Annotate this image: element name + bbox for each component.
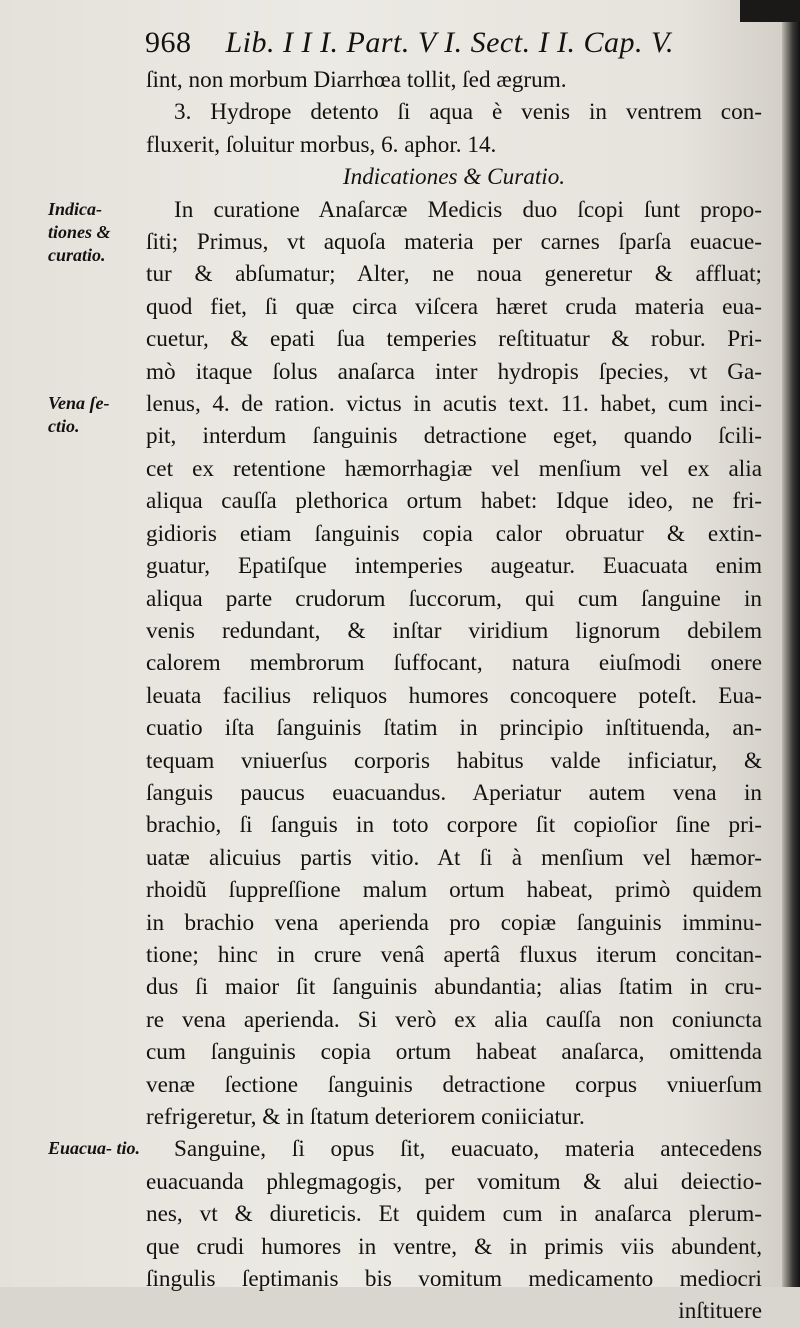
- text-line: ſint, non morbum Diarrhœa tollit, ſed ægrum.: [146, 67, 567, 93]
- margin-note: Indica- tiones & curatio.: [48, 198, 111, 265]
- text-line: Sanguine, ſi opus ſit, euacuato, materia antecedens: [174, 1136, 762, 1163]
- text-line: tur & abſumatur; Alter, ne noua generetur & affluat;: [146, 261, 762, 288]
- margin-note: Vena ſe- ctio.: [48, 393, 110, 436]
- page-edge-shadow: [782, 0, 800, 1287]
- text-line: pit, interdum ſanguinis detractione eget, quando ſcili-: [146, 423, 762, 450]
- text-line: venis redundant, & inſtar viridium lignorum debilem: [146, 617, 762, 644]
- text-line: fluxerit, ſoluitur morbus, 6. aphor. 14.: [146, 131, 497, 158]
- text-line: in brachio vena aperienda pro copiæ ſanguinis imminu-: [146, 909, 762, 936]
- text-line: calorem membrorum ſuffocant, natura eiuſmodi onere: [146, 650, 762, 677]
- scan-corner: [740, 0, 800, 22]
- text-line: cuetur, & epati ſua temperies reſtituatur & robur. Pri-: [146, 326, 762, 353]
- text-line: ſiti; Primus, vt aquoſa materia per carnes ſparſa euacue-: [146, 229, 762, 256]
- text-line: que crudi humores in ventre, & in primis viis abundent,: [146, 1233, 762, 1260]
- text-line: euacuanda phlegmagogis, per vomitum & alui deiectio-: [146, 1168, 762, 1195]
- margin-note: Euacua- tio.: [48, 1138, 141, 1159]
- text-line: In curatione Anaſarcæ Medicis duo ſcopi ſunt propo-: [174, 196, 762, 223]
- text-line: aliqua cauſſa plethorica ortum habet: Idque ideo, ne fri-: [146, 488, 762, 515]
- text-line: tione; hinc in crure venâ apertâ fluxus iterum concitan-: [146, 941, 762, 968]
- text-line: Indicationes & Curatio.: [342, 164, 566, 191]
- text-line: ſingulis ſeptimanis bis vomitum medicamento mediocri: [146, 1266, 762, 1293]
- body-text: [146, 64, 762, 1328]
- text-line: guatur, Epatiſque intemperies augeatur. Euacuata enim: [146, 553, 762, 580]
- text-line: brachio, ſi ſanguis in toto corpore ſit copioſior ſine pri-: [146, 812, 762, 839]
- text-line: aliqua parte crudorum ſuccorum, qui cum ſanguine in: [146, 585, 762, 612]
- text-line: rhoidũ ſuppreſſione malum ortum habeat, primò quidem: [146, 877, 762, 904]
- text-line: cet ex retentione hæmorrhagiæ vel menſium vel ex alia: [146, 455, 762, 482]
- text-line: gidioris etiam ſanguinis copia calor obruatur & extin-: [146, 520, 762, 547]
- text-line: leuata facilius reliquos humores concoquere poteſt. Eua-: [146, 682, 762, 709]
- text-line: inſtituere: [678, 1298, 762, 1325]
- text-line: tequam vniuerſus corporis habitus valde inficiatur, &: [146, 747, 762, 774]
- text-line: ſanguis paucus euacuandus. Aperiatur autem vena in: [146, 779, 762, 806]
- text-line: cum ſanguinis copia ortum habeat anaſarca, omittenda: [146, 1039, 762, 1066]
- text-line: cuatio iſta ſanguinis ſtatim in principio inſtituenda, an-: [146, 715, 762, 742]
- text-line: lenus, 4. de ration. victus in acutis text. 11. habet, cum inci-: [146, 391, 762, 418]
- text-line: quod fiet, ſi quæ circa viſcera hæret cruda materia eua-: [146, 293, 762, 320]
- text-line: re vena aperienda. Si verò ex alia cauſſa non coniuncta: [146, 1006, 762, 1033]
- text-line: venæ ſectione ſanguinis detractione corpus vniuerſum: [146, 1071, 762, 1098]
- text-line: nes, vt & diureticis. Et quidem cum in anaſarca plerum-: [146, 1201, 762, 1228]
- running-header: [145, 26, 765, 60]
- text-line: uatæ alicuius partis vitio. At ſi à menſium vel hæmor-: [146, 844, 762, 871]
- text-line: mò itaque ſolus anaſarca inter hydropis ſpecies, vt Ga-: [146, 358, 762, 385]
- text-line: refrigeretur, & in ſtatum deteriorem coniiciatur.: [146, 1104, 585, 1130]
- page-number: 968: [145, 26, 192, 59]
- text-line: dus ſi maior ſit ſanguinis abundantia; alias ſtatim in cru-: [146, 974, 762, 1001]
- running-title: Lib. I I I. Part. V I. Sect. I I. Cap. V.: [225, 26, 675, 59]
- text-line: 3. Hydrope detento ſi aqua è venis in ventrem con-: [174, 99, 762, 126]
